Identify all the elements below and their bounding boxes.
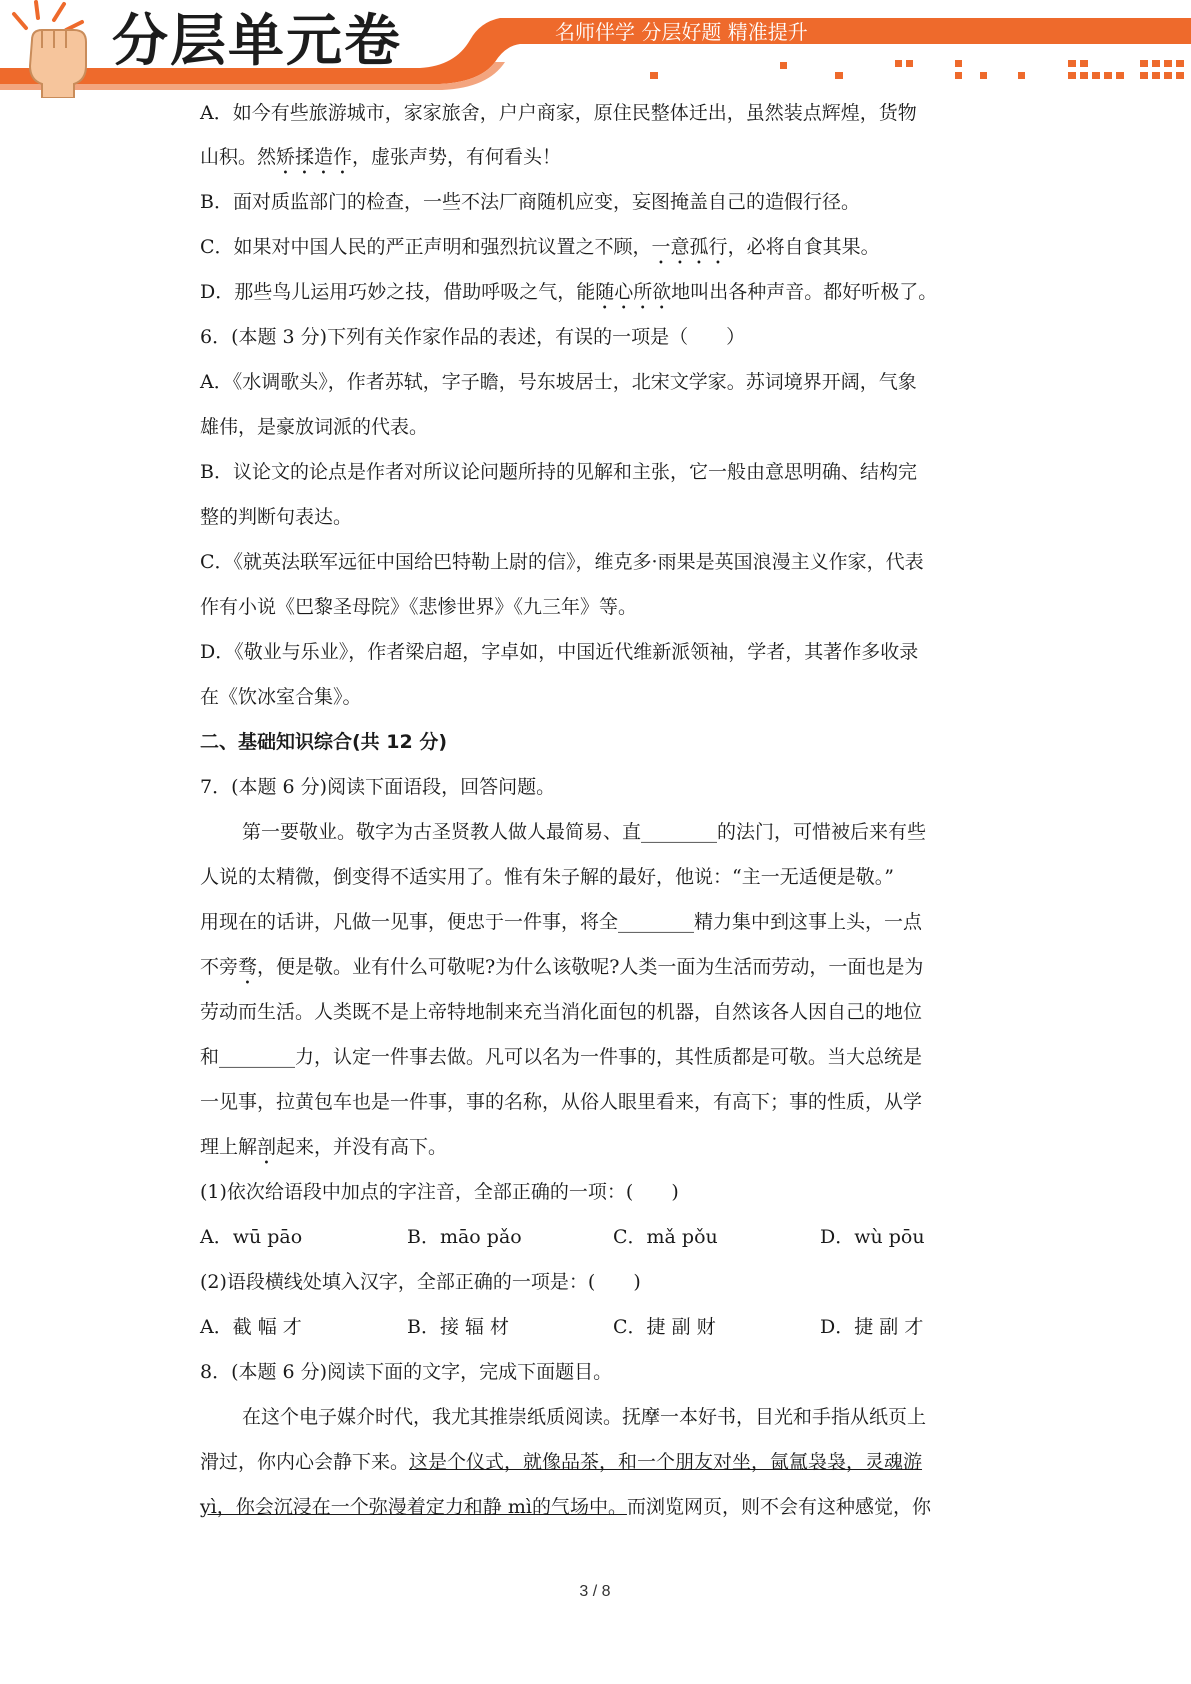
q7-sub1-option: B．māo pǎo [407,1226,522,1248]
q6-option-c-line2: 作有小说《巴黎圣母院》《悲惨世界》《九三年》等。 [200,596,638,618]
header-tagline: 名师伴学 分层好题 精准提升 [555,20,808,44]
q6-option-a-line2: 雄伟，是豪放词派的代表。 [200,416,429,438]
q7-sub2-option: C．捷 副 财 [613,1316,716,1338]
q7-sub2-stem: (2)语段横线处填入汉字，全部正确的一项是：( ) [200,1271,641,1293]
underlined-text: 这是个仪式，就像品茶，和一个朋友对坐，氤氲袅袅，灵魂游 [409,1451,923,1473]
q7-passage-line2: 人说的太精微，倒变得不适实用了。惟有朱子解的最好，他说：“主一无适便是敬。” [200,866,894,888]
q7-passage-line3: 用现在的话讲，凡做一见事，便忠于一件事，将全________精力集中到这事上头，一点 [200,911,923,933]
page-header [0,0,1191,100]
q5-option-b: B．面对质监部门的检查，一些不法厂商随机应变，妄图掩盖自己的造假行径。 [200,191,860,213]
q6-option-d-line2: 在《饮冰室合集》。 [200,686,362,708]
brand-title: 分层单元卷 [112,9,402,74]
q7-sub1-option: C．mǎ pǒu [613,1226,718,1248]
page-number: 3 / 8 [579,1583,611,1600]
q8-passage-line3: yì，你会沉浸在一个弥漫着定力和静 mì的气场中。而浏览网页，则不会有这种感觉，你 [200,1496,931,1518]
emphasized-text: 随心所欲 [595,281,672,303]
q8-passage-line2: 滑过，你内心会静下来。这是个仪式，就像品茶，和一个朋友对坐，氤氲袅袅，灵魂游 [200,1451,923,1473]
q5-option-d: D．那些鸟儿运用巧妙之技，借助呼吸之气，能随心所欲地叫出各种声音。都好听极了。 [200,281,938,303]
q5-option-c: C．如果对中国人民的严正声明和强烈抗议置之不顾，一意孤行，必将自食其果。 [200,236,880,258]
emphasized-text: 一意孤行 [651,236,728,258]
q6-stem: 6．(本题 3 分)下列有关作家作品的表述，有误的一项是（ ） [200,326,746,348]
raised-fist-icon [8,0,100,98]
q7-passage-line6: 和________力，认定一件事去做。凡可以名为一件事的，其性质都是可敬。当大总统是 [200,1046,923,1068]
q7-stem: 7．(本题 6 分)阅读下面语段，回答问题。 [200,776,556,798]
q7-passage-line8: 理上解剖起来，并没有高下。 [200,1136,448,1158]
emphasized-text: 骛 [238,956,258,978]
q7-sub1-stem: (1)依次给语段中加点的字注音，全部正确的一项：( ) [200,1181,679,1203]
q6-option-c-line1: C．《就英法联军远征中国给巴特勒上尉的信》，维克多·雨果是英国浪漫主义作家，代表 [200,551,924,573]
q7-sub1-option: D．wù pōu [820,1226,925,1248]
underlined-text: yì，你会沉浸在一个弥漫着定力和静 mì的气场中。 [200,1496,627,1518]
q7-sub2-option: A．截 幅 才 [200,1316,302,1338]
q5-option-a-line2: 山积。然矫揉造作，虚张声势，有何看头！ [200,146,562,168]
q7-passage-line7: 一见事，拉黄包车也是一件事，事的名称，从俗人眼里看来，有高下；事的性质，从学 [200,1091,923,1113]
section-heading: 二、基础知识综合(共 12 分) [200,731,448,753]
q8-passage-line1: 在这个电子媒介时代，我尤其推崇纸质阅读。抚摩一本好书，目光和手指从纸页上 [242,1406,927,1428]
q8-stem: 8．(本题 6 分)阅读下面的文字，完成下面题目。 [200,1361,613,1383]
q6-option-b-line1: B．议论文的论点是作者对所议论问题所持的见解和主张，它一般由意思明确、结构完 [200,461,917,483]
q7-sub1-option: A．wū pāo [200,1226,303,1248]
emphasized-text: 剖 [257,1136,277,1158]
q6-option-b-line2: 整的判断句表达。 [200,506,353,528]
q6-option-a-line1: A．《水调歌头》，作者苏轼，字子瞻，号东坡居士，北宋文学家。苏词境界开阔，气象 [200,371,917,393]
q7-sub2-option: B．接 辐 材 [407,1316,510,1338]
q7-passage-line5: 劳动而生活。人类既不是上帝特地制来充当消化面包的机器，自然该各人因自己的地位 [200,1001,923,1023]
q5-option-a-line1: A．如今有些旅游城市，家家旅舍，户户商家，原住民整体迁出，虽然装点辉煌，货物 [200,102,917,124]
q7-passage-line1: 第一要敬业。敬字为古圣贤教人做人最简易、直________的法门，可惜被后来有些 [242,821,927,843]
q7-passage-line4: 不旁骛，便是敬。业有什么可敬呢?为什么该敬呢?人类一面为生活而劳动，一面也是为 [200,956,924,978]
q7-sub2-option: D．捷 副 才 [820,1316,924,1338]
q6-option-d-line1: D．《敬业与乐业》，作者梁启超，字卓如，中国近代维新派领袖，学者，其著作多收录 [200,641,919,663]
emphasized-text: 矫揉造作 [276,146,353,168]
